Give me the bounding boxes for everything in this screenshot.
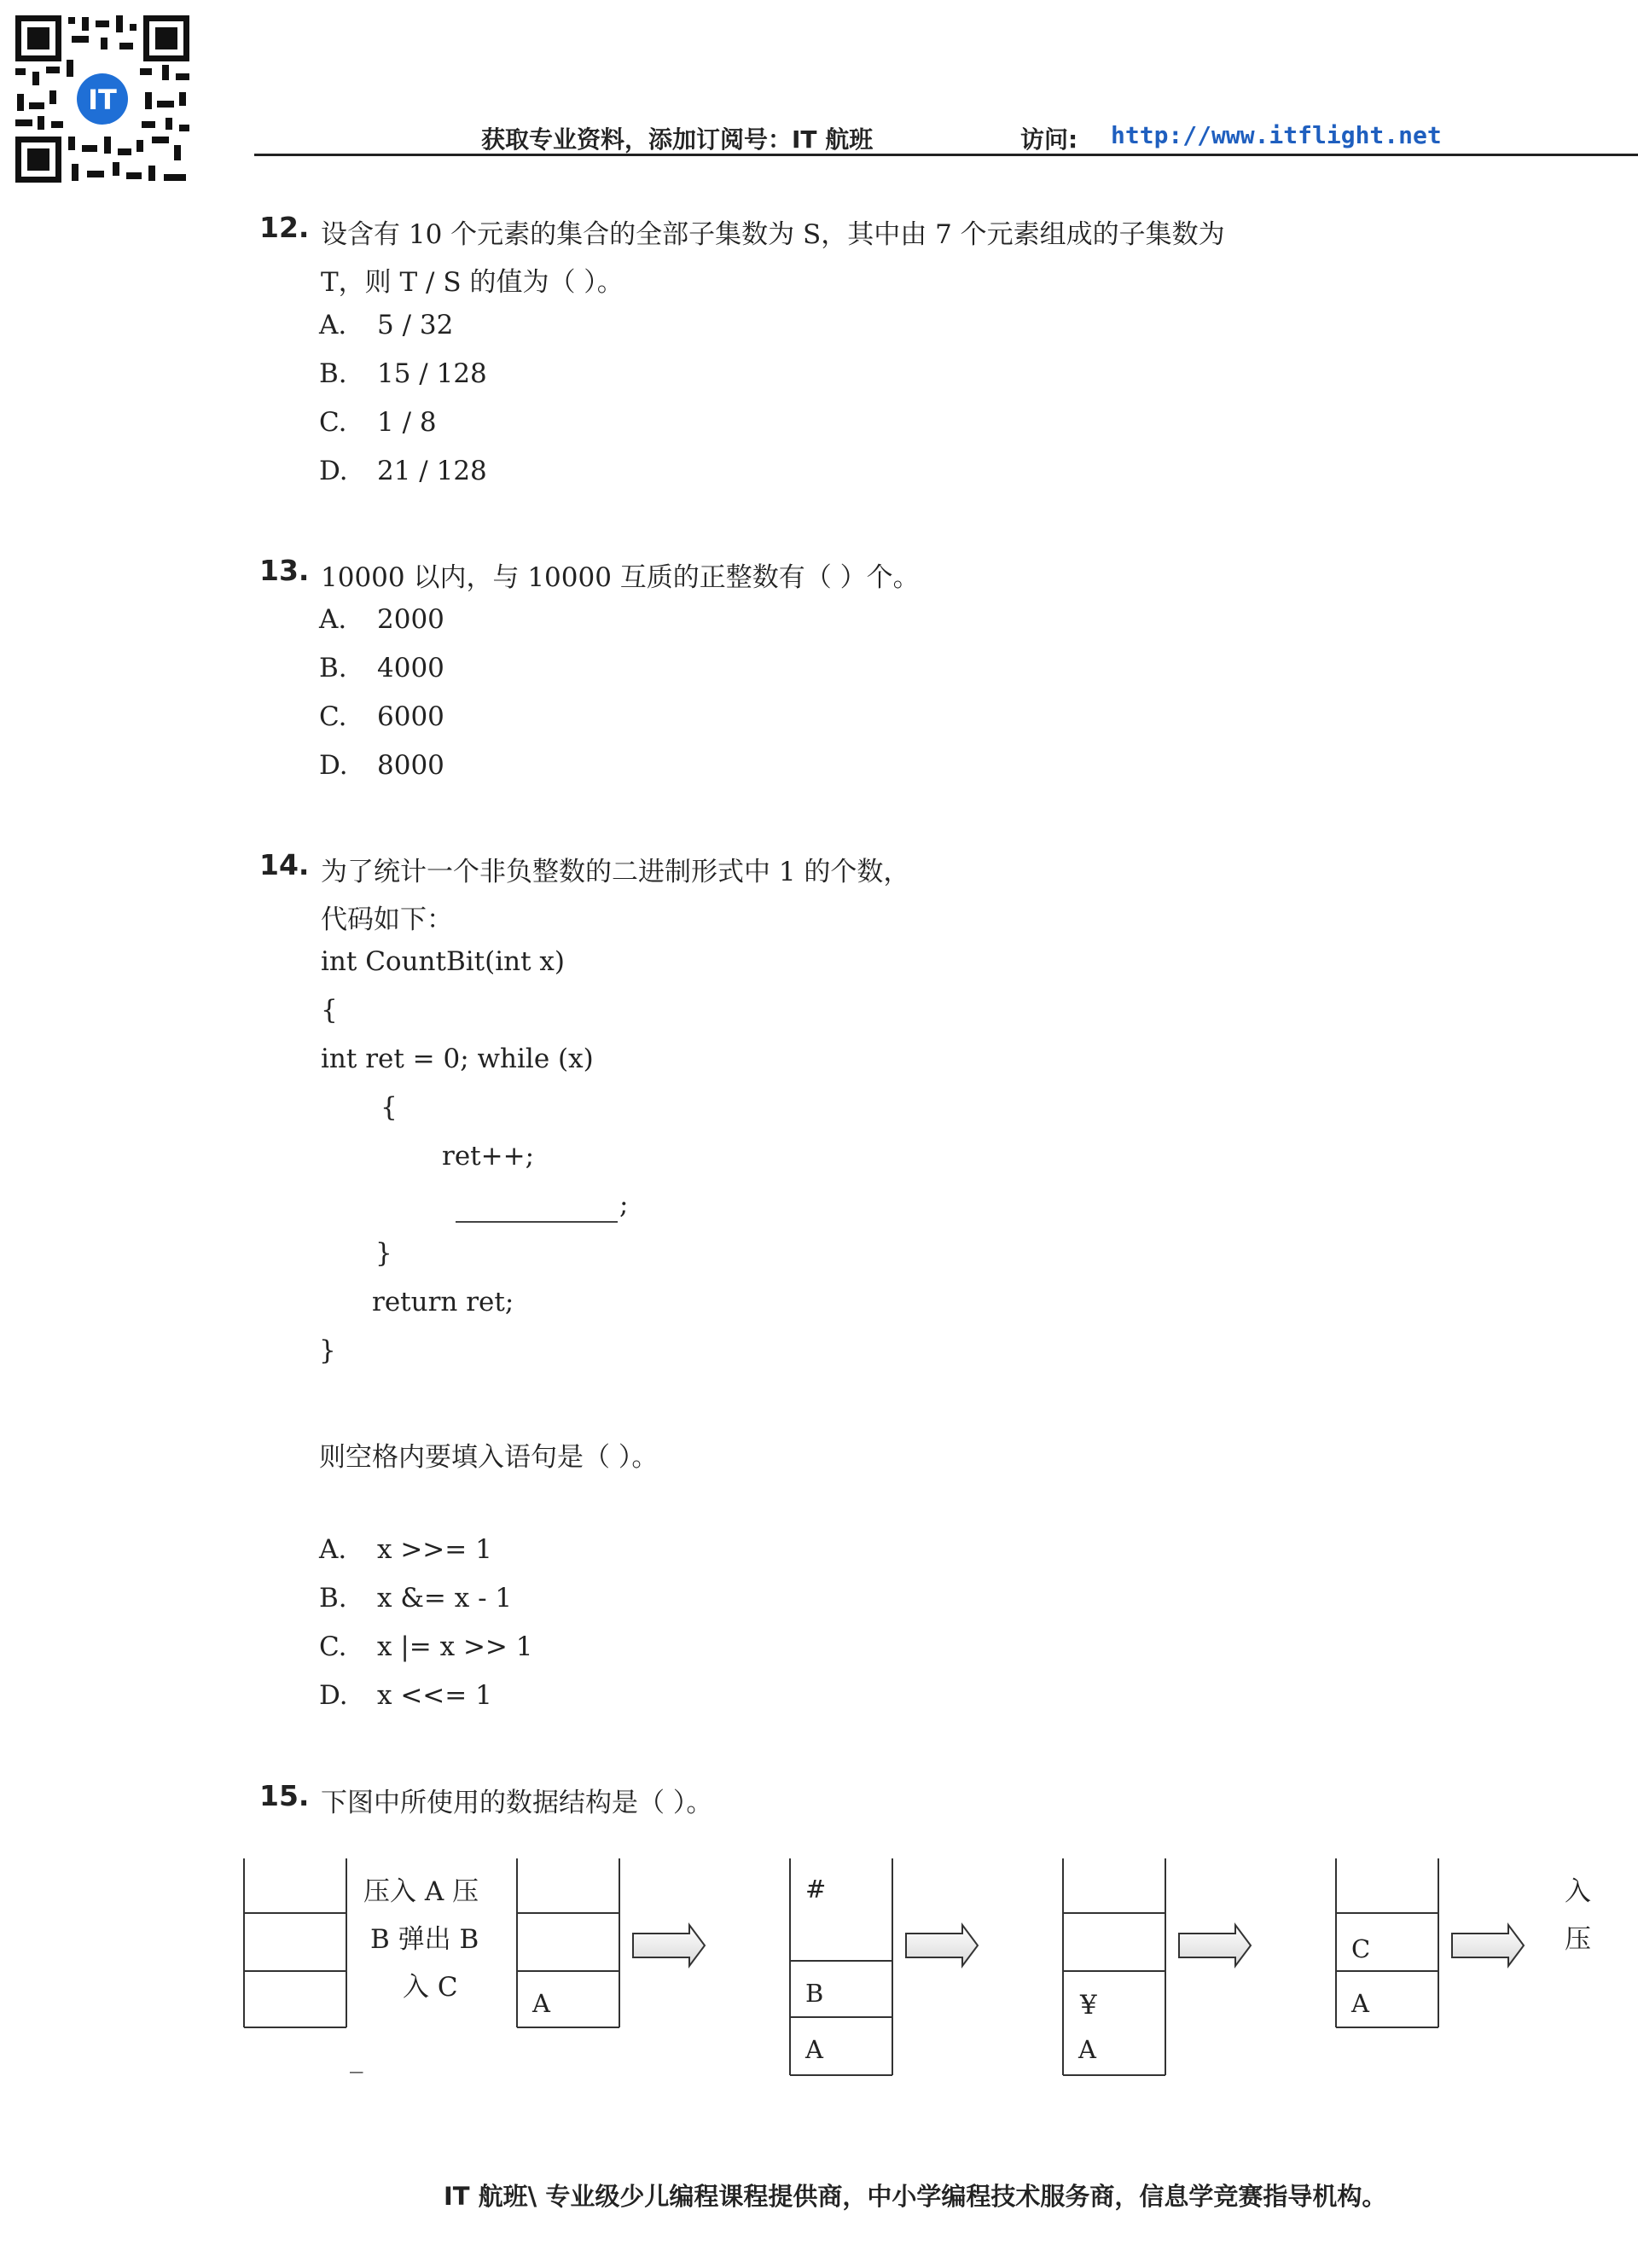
stack-ops-line1: 压入 A 压 [363,1876,479,1907]
q14-number: 14. [259,848,310,881]
q14-stem-line1: 为了统计一个非负整数的二进制形式中 1 的个数， [321,857,910,887]
q14-option-b-text: x &= x - 1 [377,1583,513,1614]
arrow-icon [1452,1925,1524,1966]
stack-empty [244,1858,346,2027]
header-url-link[interactable]: http://www.itflight.net [1111,121,1442,149]
arrow-icon [633,1925,705,1966]
stack-diagram [0,1852,1638,2099]
q12-option-a-text: 5 / 32 [377,310,454,340]
footer-text: IT 航班\ 专业级少儿编程课程提供商，中小学编程技术服务商，信息学竞赛指导机构。 [444,2182,1387,2211]
q13-stem: 10000 以内，与 10000 互质的正整数有（ ）个。 [321,562,920,593]
qr-code [12,12,193,186]
q12-stem-line1: 设含有 10 个元素的集合的全部子集数为 S，其中由 7 个元素组成的子集数为 [321,219,1225,250]
q12-option-d-letter: D. [319,456,348,486]
q14-code-line-7: } [375,1238,392,1269]
q13-option-c-letter: C. [319,701,347,732]
q12-option-b-letter: B. [319,358,347,389]
q14-option-a-letter: A. [319,1534,347,1565]
header-rule [254,154,1638,156]
stack-ops-line2: B 弹出 B [370,1924,479,1955]
q14-code-line-8: return ret; [372,1287,514,1317]
q12-option-d-text: 21 / 128 [377,456,487,486]
q13-option-d-letter: D. [319,750,348,781]
q14-option-c-letter: C. [319,1631,347,1662]
q13-option-c-text: 6000 [377,701,444,732]
q12-stem-line2: T，则 T / S 的值为（ ）。 [321,267,624,298]
qr-code-graphic [12,12,193,186]
arrow-icon [906,1925,978,1966]
q13-option-b-text: 4000 [377,653,444,683]
stack1-cell-a: A [532,1989,550,2018]
q14-option-a-text: x >>= 1 [377,1534,492,1565]
q14-code-line-5: ret++; [442,1141,535,1172]
q14-option-c-text: x |= x >> 1 [377,1631,533,1662]
q14-code-line-2: { [321,995,338,1026]
q12-number: 12. [259,211,310,244]
stack2-top-mark: # [805,1875,827,1904]
q14-option-d-text: x <<= 1 [377,1680,492,1711]
stack2-cell-b: B [805,1979,824,2008]
q14-code-line-3: int ret = 0; while (x) [321,1044,594,1074]
stack4-cell-a: A [1351,1989,1369,2018]
stack-right-text-2: 压 [1565,1924,1591,1955]
header-subscribe: 获取专业资料，添加订阅号：IT 航班 [481,125,874,154]
q13-option-b-letter: B. [319,653,347,683]
q14-code-line-6: ; [619,1189,629,1220]
q13-option-d-text: 8000 [377,750,444,781]
qr-badge-label: IT [88,84,117,116]
q14-stem-line2: 代码如下： [321,904,453,935]
arrow-icon [1179,1925,1251,1966]
q14-code-line-9: } [319,1335,336,1366]
q12-option-c-text: 1 / 8 [377,407,437,438]
q12-option-b-text: 15 / 128 [377,358,487,389]
q15-number: 15. [259,1779,310,1812]
q14-option-d-letter: D. [319,1680,348,1711]
q15-stem: 下图中所使用的数据结构是（ ）。 [321,1788,713,1818]
q13-number: 13. [259,554,310,587]
q14-code-line-4: { [380,1092,398,1123]
stack-ops-line3: 入 C [403,1972,458,2003]
header-visit-label: 访问: [1020,125,1078,154]
q14-prompt: 则空格内要填入语句是（ ）。 [319,1442,659,1473]
q13-option-a-letter: A. [319,604,347,635]
q14-code-blank [456,1221,618,1223]
stack4-cell-c: C [1351,1934,1371,1963]
q12-option-c-letter: C. [319,407,347,438]
q14-option-b-letter: B. [319,1583,347,1614]
stack2-cell-a: A [805,2035,823,2064]
q13-option-a-text: 2000 [377,604,444,635]
q12-option-a-letter: A. [319,310,347,340]
stack-dash: _ [350,2043,363,2073]
stack3-cell-a: A [1078,2035,1096,2064]
stack-right-text-1: 入 [1565,1876,1591,1907]
stack3-cell-yen: ¥ [1080,1990,1097,2021]
q14-code-line-1: int CountBit(int x) [321,946,565,977]
